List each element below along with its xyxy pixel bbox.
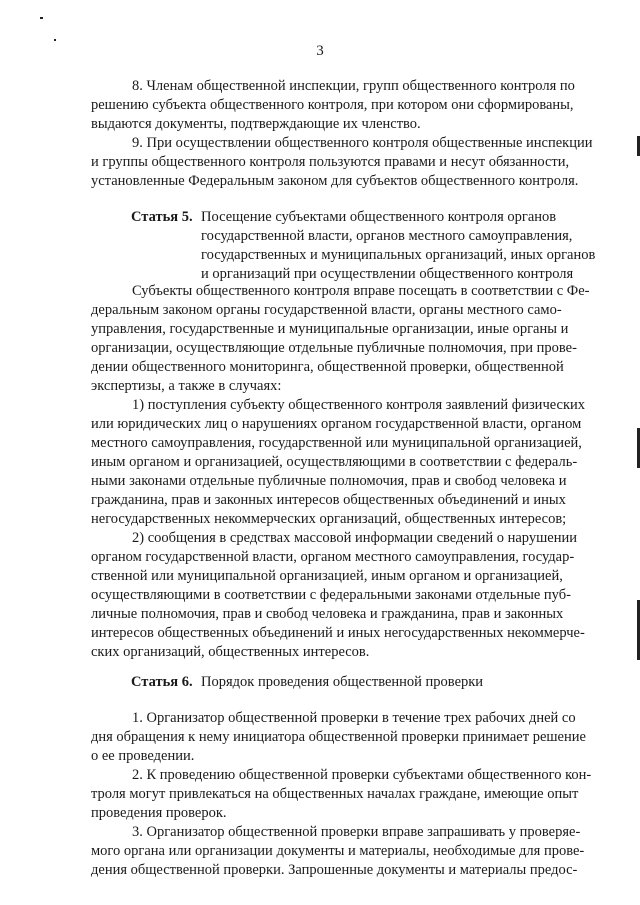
article-5-label: Статья 5. [131,209,193,225]
text-line: экспертизы, а также в случаях: [91,378,282,394]
article-6-title: Порядок проведения общественной проверки [201,674,484,690]
text-line: деральным законом органы государственной власти, органы местного само- [91,302,562,318]
text-line: организации, осуществляющие отдельные публичные полномочия, при прове- [91,340,577,356]
page-number: 3 [316,43,324,59]
text-line: 3. Организатор общественной проверки вправе запрашивать у проверяе- [132,824,581,840]
text-line: ными законами отдельные публичные полномочия, прав и свобод человека и [91,473,567,489]
article-6-label: Статья 6. [131,674,193,690]
text-line: интересов общественных объединений и иных негосударственных некоммерче- [91,625,585,641]
article-5-title-line: государственных и муниципальных организаций, иных органов [201,247,596,263]
text-line: решению субъекта общественного контроля, при котором они сформированы, [91,97,574,113]
text-line: проведения проверок. [91,805,227,821]
text-line: 1. Организатор общественной проверки в течение трех рабочих дней со [132,710,576,726]
text-line: 2) сообщения в средствах массовой информации сведений о нарушении [132,530,577,546]
text-line: троля могут привлекаться на общественных началах граждане, имеющие опыт [91,786,579,802]
text-line: осуществляющими в соответствии с федеральными законами отдельные пуб- [91,587,571,603]
text-line: 9. При осуществлении общественного контроля общественные инспекции [132,135,593,151]
text-line: 8. Членам общественной инспекции, групп общественного контроля по [132,78,575,94]
text-line: ственной или муниципальной организацией, иным органом и организацией, [91,568,563,584]
text-line: личные полномочия, прав и свобод человека и гражданина, прав и законных [91,606,564,622]
text-line: мого органа или организации документы и материалы, необходимые для прове- [91,843,585,859]
text-line: 2. К проведению общественной проверки субъектами общественного кон- [132,767,592,783]
text-line: 1) поступления субъекту общественного контроля заявлений физических [132,397,586,413]
text-line: органом государственной власти, органом местного самоуправления, государ- [91,549,575,565]
text-line: ских организаций, общественных интересов. [91,644,370,660]
text-line: иным органом и организацией, осуществляющими в соответствии с федераль- [91,454,578,470]
article-5-title-line: и организаций при осуществлении общественного контроля [201,266,574,282]
text-line: дения общественной проверки. Запрошенные документы и материалы предос- [91,862,578,878]
article-5-title-line: государственной власти, органов местного самоуправления, [201,228,573,244]
text-line: или юридических лиц о нарушениях органом государственной власти, органом [91,416,582,432]
scan-speck [54,39,56,41]
text-line: гражданина, прав и законных интересов общественных объединений и иных [91,492,566,508]
text-line: о ее проведении. [91,748,195,764]
text-line: Субъекты общественного контроля вправе посещать в соответствии с Фе- [132,283,590,299]
text-line: установленные Федеральным законом для субъектов общественного контроля. [91,173,579,189]
scan-speck [40,17,43,19]
text-line: дня обращения к нему инициатора общественной проверки принимает решение [91,729,586,745]
text-line: негосударственных некоммерческих организаций, общественных интересов; [91,511,567,527]
text-line: выдаются документы, подтверждающие их членство. [91,116,421,132]
text-line: дении общественного мониторинга, общественной проверки, общественной [91,359,564,375]
text-line: и группы общественного контроля пользуются правами и несут обязанности, [91,154,570,170]
article-5-title-line: Посещение субъектами общественного контроля органов [201,209,557,225]
text-line: местного самоуправления, государственной или муниципальной организацией, [91,435,582,451]
text-line: управления, государственные и муниципальные организации, иные органы и [91,321,569,337]
